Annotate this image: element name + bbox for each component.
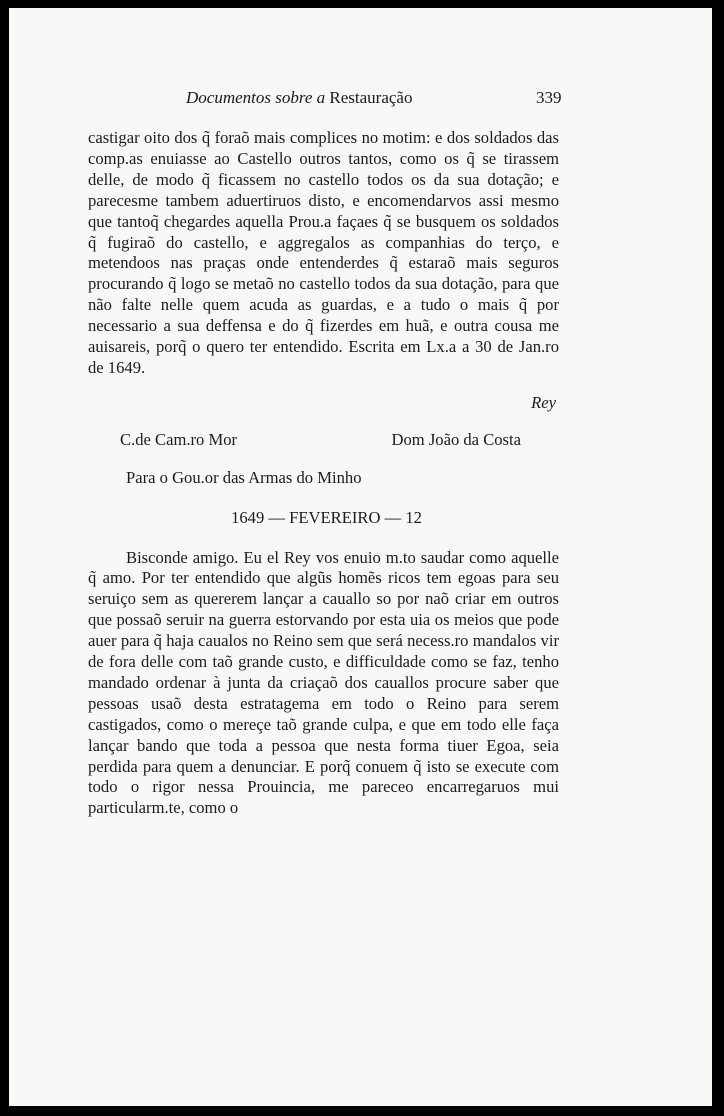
letter2-date-heading: 1649 — FEVEREIRO — 12 [231, 507, 422, 527]
letter1-addressee: Para o Gou.or das Armas do Minho [126, 467, 362, 487]
letter1-signatories [88, 430, 559, 451]
running-title-roman: Restauração [329, 88, 413, 107]
left-signatory: C.de Cam.ro Mor [120, 429, 238, 449]
running-title-italic: Documentos sobre a [186, 88, 326, 107]
letter1-paragraph: castigar oito dos q̃ foraõ mais complices no motim: e dos soldados das comp.as enuiasse ao Castello outros tantos, como os q̃ se tirassem delle, de modo q̃ ficassem no castello todos os da sua dotação; e parecesme tambem aduertiruos disto, e encomendarvos assi mesmo que tantoq̃ chegardes aquella Prou.a façaes q̃ se busquem os soldados q̃ fugiraõ do castello, e aggregalos as companhias do terço, e metendoos nas praças onde entenderdes q̃ estaraõ mais seguros procurando q̃ logo se metaõ no castello todos da sua dotação, para que não falte nelle quem acuda as guardas, e a tudo o mais q̃ por necessario a sua deffensa e do q̃ fizerdes em huã, e outra cousa me auisareis, porq̃ o quero ter entendido. Escrita em Lx.a a 30 de Jan.ro de 1649. [88, 128, 559, 377]
letter2-paragraph: Bisconde amigo. Eu el Rey vos enuio m.to saudar como aquelle q̃ amo. Por ter entendido que algũs homẽs ricos tem egoas para seu seruiço sem as quererem lançar a cauallo so por naõ criar em outros que possaõ seruir na guerra estorvando por esta uia os meios que pode auer para q̃ haja caualos no Reino sem que será necess.ro mandalos vir de fora delle com taõ grande custo, e difficuldade como se faz, tenho mandado ordenar à junta da criaçaõ dos cauallos procure saber que pessoas usaõ desta estratagema em todo o Reino para serem castigados, como o mereçe taõ grande culpa, e que em todo elle faça lançar bando que toda a pessoa que nesta forma tiuer Egoa, seia perdida para quem a denunciar. E porq̃ conuem q̃ isto se execute com todo o rigor nessa Prouincia, me pareceo encarregaruos mui particularm.te, como o [88, 547, 559, 818]
right-signatory: Dom João da Costa [391, 429, 521, 449]
page-body [88, 128, 559, 819]
letter1-signature-rey: Rey [531, 392, 556, 412]
running-header [0, 88, 724, 112]
page-number: 339 [536, 88, 562, 107]
running-title [186, 88, 412, 108]
